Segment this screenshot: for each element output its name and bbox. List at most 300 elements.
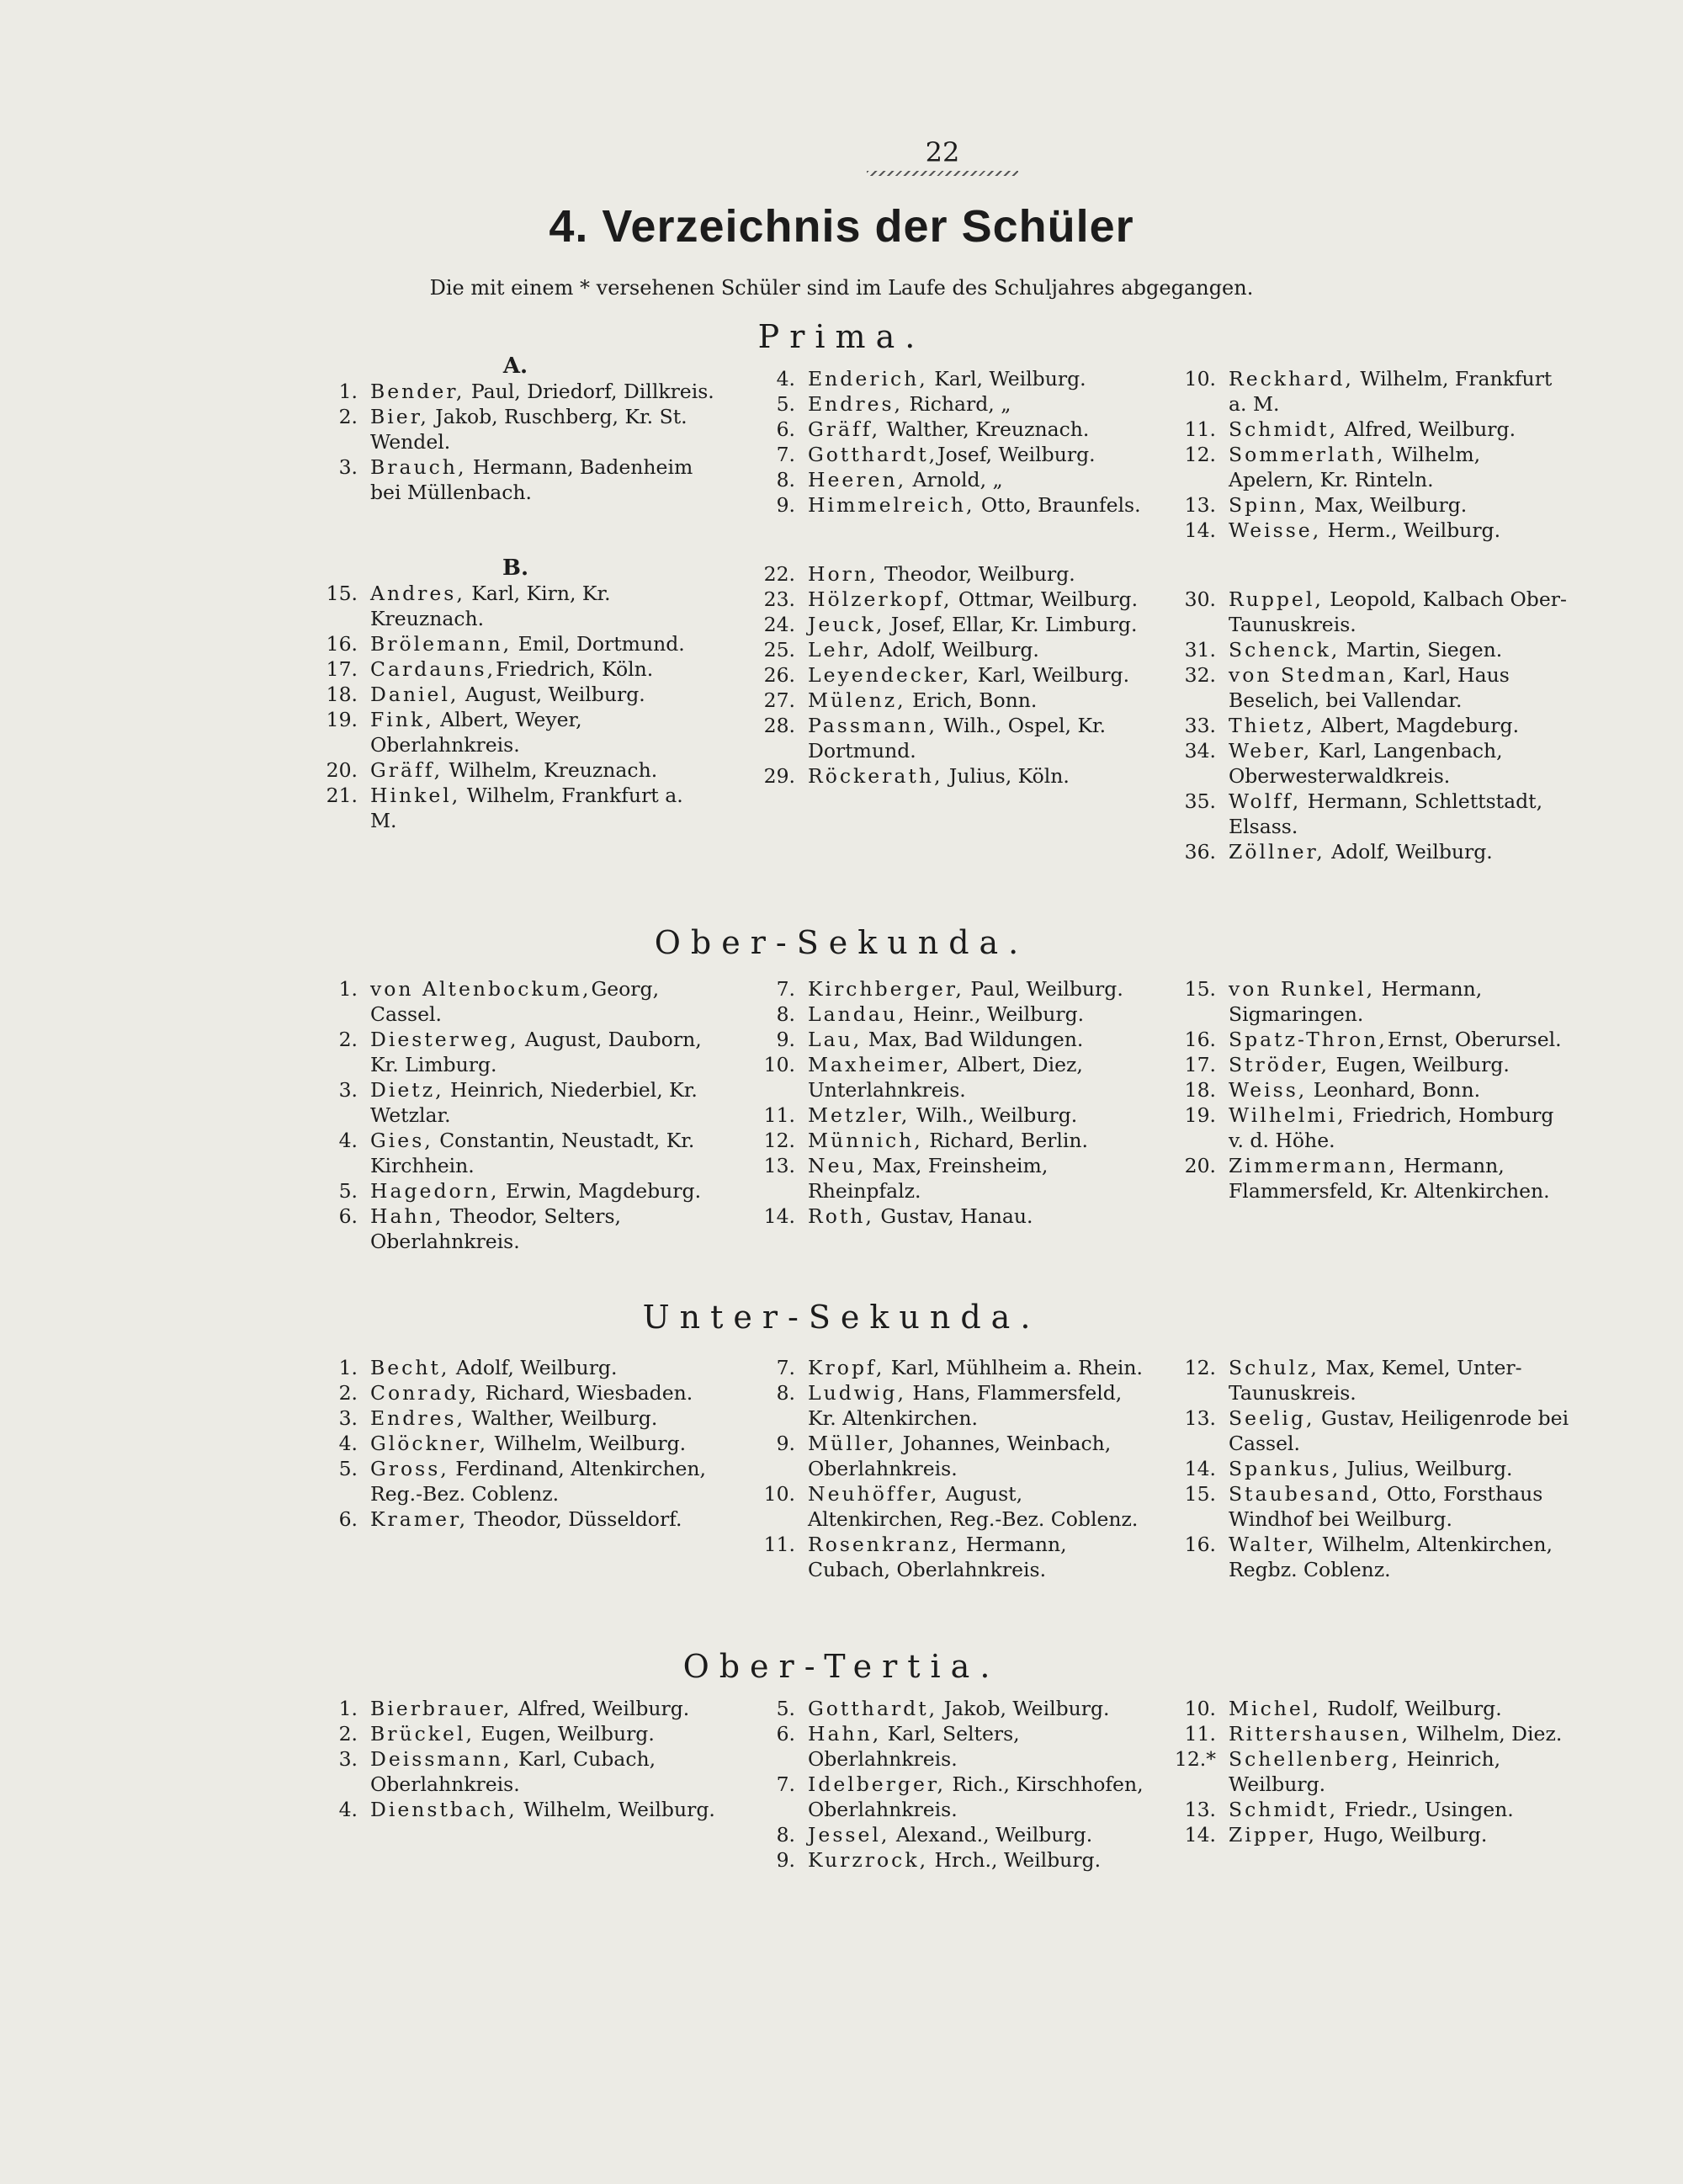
untersekunda-col-1 [316,1355,715,1532]
student-entry [753,467,1149,492]
page-title: 4. Verzeichnis der Schüler [549,201,1134,252]
student-details: Ferdinand, Altenkirchen, Reg.-Bez. Coblenz. [370,1457,706,1506]
entry-number: 2. [338,1722,358,1746]
student-surname: Rosenkranz, [808,1533,960,1556]
student-surname: Endres, [370,1406,466,1430]
student-details: Walther, Weilburg. [465,1406,658,1430]
student-surname: Himmelreich, [808,493,975,517]
student-entry [1174,1027,1569,1052]
student-surname: Sommerlath, [1229,443,1386,466]
student-entry [1174,1696,1569,1721]
subheading-b: B. [502,555,529,581]
section-heading-obertertia: Ober-Tertia. [682,1648,1001,1685]
student-surname: Heeren, [808,468,907,492]
student-details: Theodor, Weilburg. [878,562,1075,586]
student-entry [1174,1406,1569,1456]
student-entry [316,1797,715,1822]
student-details: Wilh., Weilburg. [910,1103,1078,1127]
entry-number: 4. [338,1798,358,1821]
student-entry [1174,1481,1569,1532]
entry-number: 30. [1184,587,1216,611]
student-surname: Neuhöffer, [808,1482,940,1506]
student-entry [753,1380,1149,1431]
student-surname: Schellenberg, [1229,1747,1401,1771]
entry-number: 6. [776,1722,795,1746]
student-entry [316,1178,715,1204]
student-entry [753,976,1149,1002]
student-details: August, Altenkirchen, Reg.-Bez. Coblenz. [808,1482,1139,1531]
entry-number: 26. [763,663,795,687]
student-surname: Schmidt, [1229,1798,1339,1821]
entry-number: 9. [776,1432,795,1455]
entry-number: 2. [338,1381,358,1405]
student-surname: Seelig, [1229,1406,1315,1430]
student-surname: Röckerath, [808,764,943,788]
student-surname: Spatz-Thron, [1229,1028,1388,1051]
student-entry [1174,637,1569,662]
untersekunda-col-3 [1174,1355,1569,1582]
section-heading-untersekunda: Unter-Sekunda. [642,1299,1041,1336]
student-details: Martin, Siegen. [1340,638,1503,662]
student-entry [1174,518,1569,543]
student-details: Karl, Selters, Oberlahnkreis. [808,1722,1020,1771]
entry-number: 17. [1184,1053,1216,1076]
student-surname: Mülenz, [808,688,906,712]
section-heading-prima: Prima. [757,318,926,355]
student-surname: Landau, [808,1002,907,1026]
student-entry [753,1481,1149,1532]
student-surname: Gräff, [808,417,881,441]
student-surname: Spinn, [1229,493,1309,517]
student-entry [753,1772,1149,1822]
entry-number: 1. [338,977,358,1001]
student-details: Paul, Driedorf, Dillkreis. [465,380,714,403]
student-entry [1174,442,1569,492]
student-surname: Gies, [370,1129,433,1152]
student-surname: Wolff, [1229,789,1302,813]
entry-number: 29. [763,764,795,788]
student-entry [316,783,715,833]
student-entry [1174,1822,1569,1847]
student-details: Hans, Flammersfeld, Kr. Altenkirchen. [808,1381,1123,1430]
student-entry [753,637,1149,662]
entry-number: 12. [763,1129,795,1152]
student-details: Wilhelm, Apelern, Kr. Rinteln. [1229,443,1481,492]
student-details: Friedr., Usingen. [1338,1798,1514,1821]
student-entry [1174,976,1569,1027]
student-surname: Glöckner, [370,1432,489,1455]
student-entry [1174,1153,1569,1204]
student-surname: Jeuck, [808,613,885,636]
section-heading-obersekunda: Ober-Sekunda. [654,924,1029,961]
student-surname: Michel, [1229,1697,1321,1720]
student-details: Hrch., Weilburg. [928,1848,1102,1872]
entry-number: 13. [763,1154,795,1177]
student-surname: Conrady, [370,1381,480,1405]
student-entry [1174,1721,1569,1746]
student-surname: Gotthardt, [808,443,938,466]
student-entry [316,581,715,631]
entry-number: 25. [763,638,795,662]
student-entry [316,1380,715,1406]
entry-number: 35. [1184,789,1216,813]
student-details: Gustav, Heiligenrode bei Cassel. [1229,1406,1569,1455]
student-details: Walther, Kreuznach. [880,417,1090,441]
student-details: Hermann, Flammersfeld, Kr. Altenkirchen. [1229,1154,1550,1203]
student-details: Hermann, Schlettstadt, Elsass. [1229,789,1543,838]
student-surname: Passmann, [808,714,937,737]
student-surname: Schenck, [1229,638,1341,662]
student-surname: von Altenbockum, [370,977,592,1001]
entry-number: 3. [338,455,358,479]
student-details: Max, Freinsheim, Rheinpfalz. [808,1154,1049,1203]
student-surname: Cardauns, [370,657,496,681]
student-details: Ottmar, Weilburg. [952,587,1139,611]
student-surname: Müller, [808,1432,897,1455]
student-entry [316,1406,715,1431]
student-details: Karl, Langenbach, Oberwesterwaldkreis. [1229,739,1503,788]
student-details: Wilhelm, Altenkirchen, Regbz. Coblenz. [1229,1533,1553,1581]
entry-number: 7. [776,977,795,1001]
student-surname: Kramer, [370,1507,469,1531]
student-surname: von Runkel, [1229,977,1376,1001]
student-entry [316,1506,715,1532]
student-details: Erwin, Magdeburg. [499,1179,702,1203]
student-entry [753,612,1149,637]
entry-number: 31. [1184,638,1216,662]
student-details: Heinr., Weilburg. [906,1002,1085,1026]
entry-number: 16. [1184,1028,1216,1051]
student-surname: Walter, [1229,1533,1317,1556]
entry-number: 9. [776,493,795,517]
student-details: Wilhelm, Frankfurt a. M. [1229,367,1553,416]
entry-number: 12.* [1174,1747,1216,1771]
entry-number: 14. [763,1204,795,1228]
student-entry [753,1532,1149,1582]
student-surname: Bierbrauer, [370,1697,512,1720]
student-details: Adolf, Weilburg. [449,1356,618,1379]
student-details: Alfred, Weilburg. [512,1697,690,1720]
student-details: Theodor, Selters, Oberlahnkreis. [370,1204,622,1253]
entry-number: 17. [326,657,358,681]
student-surname: Lehr, [808,638,872,662]
entry-number: 22. [763,562,795,586]
entry-number: 3. [338,1406,358,1430]
student-details: Karl, Weilburg. [927,367,1086,391]
student-details: Max, Kemel, Unter-Taunuskreis. [1229,1356,1522,1405]
student-details: Hermann, Badenheim bei Müllenbach. [370,455,693,504]
student-details: Karl, Cubach, Oberlahnkreis. [370,1747,656,1796]
entry-number: 8. [776,1381,795,1405]
student-entry [316,976,715,1027]
entry-number: 36. [1184,840,1216,864]
student-surname: Brauch, [370,455,467,479]
student-entry [753,1153,1149,1204]
entry-number: 11. [1184,417,1216,441]
student-details: Leopold, Kalbach Ober-Taunuskreis. [1229,587,1567,636]
student-entry [316,1077,715,1128]
entry-number: 3. [338,1078,358,1102]
obersekunda-col-1 [316,976,715,1254]
student-details: Josef, Ellar, Kr. Limburg. [884,613,1138,636]
student-surname: Hagedorn, [370,1179,500,1203]
student-entry [1174,1103,1569,1153]
student-entry [753,1847,1149,1873]
student-surname: Staubesand, [1229,1482,1381,1506]
student-surname: Spankus, [1229,1457,1341,1480]
entry-number: 5. [338,1179,358,1203]
student-surname: Fink, [370,708,434,731]
student-entry [1174,1456,1569,1481]
student-entry [316,1696,715,1721]
student-details: Heinrich, Niederbiel, Kr. Wetzlar. [370,1078,698,1127]
student-surname: Zöllner, [1229,840,1325,864]
obertertia-col-2 [753,1696,1149,1873]
subheading-a: A. [502,353,528,379]
student-surname: Ludwig, [808,1381,906,1405]
student-surname: Gräff, [370,758,443,782]
entry-number: 14. [1184,1823,1216,1847]
entry-number: 33. [1184,714,1216,737]
entry-number: 4. [338,1432,358,1455]
entry-number: 5. [338,1457,358,1480]
entry-number: 18. [326,683,358,706]
entry-number: 13. [1184,493,1216,517]
student-surname: Reckhard, [1229,367,1354,391]
student-details: Richard, Wiesbaden. [479,1381,693,1405]
student-details: Constantin, Neustadt, Kr. Kirchhein. [370,1129,695,1177]
student-details: August, Dauborn, Kr. Limburg. [370,1028,702,1076]
entry-number: 8. [776,1823,795,1847]
student-details: Friedrich, Homburg v. d. Höhe. [1229,1103,1554,1152]
student-surname: Neu, [808,1154,867,1177]
student-entry [316,1204,715,1254]
student-surname: Kropf, [808,1356,885,1379]
student-details: Eugen, Weilburg. [1330,1053,1510,1076]
student-details: Hermann, Cubach, Oberlahnkreis. [808,1533,1067,1581]
student-surname: Hahn, [808,1722,882,1746]
student-surname: Gotthardt, [808,1697,938,1720]
student-surname: Diesterweg, [370,1028,519,1051]
student-details: Karl, Haus Beselich, bei Vallendar. [1229,663,1510,712]
student-surname: Rittershausen, [1229,1722,1411,1746]
entry-number: 4. [338,1129,358,1152]
entry-number: 4. [776,367,795,391]
student-surname: Hahn, [370,1204,444,1228]
student-entry [1174,1532,1569,1582]
entry-number: 7. [776,1772,795,1796]
entry-number: 15. [326,582,358,605]
student-details: Friedrich, Köln. [496,657,654,681]
entry-number: 10. [1184,1697,1216,1720]
student-entry [1174,1355,1569,1406]
student-surname: Deissmann, [370,1747,512,1771]
student-surname: Maxheimer, [808,1053,952,1076]
student-surname: Thietz, [1229,714,1315,737]
entry-number: 6. [776,417,795,441]
student-surname: von Stedman, [1229,663,1397,687]
student-entry [316,682,715,707]
student-entry [316,1746,715,1797]
student-details: Albert, Diez, Unterlahnkreis. [808,1053,1083,1102]
student-entry [1174,492,1569,518]
entry-number: 10. [763,1053,795,1076]
student-surname: Dietz, [370,1078,444,1102]
student-details: Hugo, Weilburg. [1316,1823,1488,1847]
entry-number: 1. [338,1697,358,1720]
entry-number: 19. [1184,1103,1216,1127]
student-details: Albert, Weyer, Oberlahnkreis. [370,708,582,757]
prima-col-2 [753,353,1149,789]
student-entry [753,1721,1149,1772]
student-surname: Endres, [808,392,904,416]
student-entry [316,707,715,757]
student-entry [753,417,1149,442]
student-entry [753,1103,1149,1128]
student-surname: Bender, [370,380,465,403]
student-surname: Schmidt, [1229,417,1339,441]
entry-number: 18. [1184,1078,1216,1102]
entry-number: 13. [1184,1798,1216,1821]
student-details: Jakob, Weilburg. [937,1697,1110,1720]
student-entry [753,1002,1149,1027]
student-surname: Weisse, [1229,518,1322,542]
student-surname: Brölemann, [370,632,512,656]
entry-number: 1. [338,380,358,403]
student-surname: Weber, [1229,739,1313,763]
student-surname: Andres, [370,582,465,605]
student-surname: Becht, [370,1356,450,1379]
entry-number: 24. [763,613,795,636]
student-entry [316,631,715,656]
student-details: Alexand., Weilburg. [889,1823,1093,1847]
entry-number: 10. [1184,367,1216,391]
student-details: Erich, Bonn. [905,688,1038,712]
entry-number: 34. [1184,739,1216,763]
student-entry [753,366,1149,391]
student-entry [1174,587,1569,637]
entry-number: 16. [326,632,358,656]
obertertia-col-1 [316,1696,715,1822]
student-details: Wilhelm, Diez. [1410,1722,1563,1746]
entry-number: 14. [1184,1457,1216,1480]
entry-number: 2. [338,405,358,428]
student-details: Heinrich, Weilburg. [1229,1747,1501,1796]
student-details: Richard, „ [903,392,1011,416]
student-surname: Jessel, [808,1823,890,1847]
student-entry [1174,713,1569,738]
untersekunda-col-2 [753,1355,1149,1582]
student-entry [316,1355,715,1380]
entry-number: 7. [776,1356,795,1379]
student-details: Josef, Weilburg. [937,443,1096,466]
student-details: Rich., Kirschhofen, Oberlahnkreis. [808,1772,1144,1821]
student-entry [1174,1052,1569,1077]
student-surname: Horn, [808,562,879,586]
student-entry [316,656,715,682]
student-details: Richard, Berlin. [922,1129,1089,1152]
student-details: Adolf, Weilburg. [871,638,1039,662]
student-entry [753,1355,1149,1380]
student-details: August, Weilburg. [459,683,645,706]
student-details: Max, Weilburg. [1308,493,1468,517]
student-details: Albert, Magdeburg. [1314,714,1520,737]
entry-number: 9. [776,1848,795,1872]
student-entry [1174,1797,1569,1822]
student-entry [316,757,715,783]
entry-number: 6. [338,1204,358,1228]
student-surname: Ruppel, [1229,587,1324,611]
obertertia-col-3 [1174,1696,1569,1847]
entry-number: 23. [763,587,795,611]
student-entry [753,1052,1149,1103]
student-surname: Dienstbach, [370,1798,518,1821]
student-details: Wilhelm, Kreuznach. [443,758,658,782]
entry-number: 8. [776,1002,795,1026]
student-details: Hermann, Sigmaringen. [1229,977,1483,1026]
entry-number: 8. [776,468,795,492]
student-entry [753,662,1149,688]
student-entry [753,442,1149,467]
entry-number: 11. [1184,1722,1216,1746]
entry-number: 1. [338,1356,358,1379]
student-details: Wilhelm, Frankfurt a. M. [370,784,683,832]
entry-number: 6. [338,1507,358,1531]
entry-number: 12. [1184,1356,1216,1379]
student-surname: Ströder, [1229,1053,1330,1076]
student-entry [753,1027,1149,1052]
student-details: Rudolf, Weilburg. [1320,1697,1502,1720]
student-surname: Münnich, [808,1129,923,1152]
student-surname: Brückel, [370,1722,475,1746]
student-details: Ernst, Oberursel. [1387,1028,1562,1051]
student-entry [753,492,1149,518]
student-details: Karl, Kirn, Kr. Kreuznach. [370,582,611,630]
student-details: Wilhelm, Weilburg. [488,1432,687,1455]
student-surname: Hölzerkopf, [808,587,953,611]
student-details: Wilh., Ospel, Kr. Dortmund. [808,714,1107,763]
student-entry [753,587,1149,612]
student-surname: Zimmermann, [1229,1154,1398,1177]
entry-number: 3. [338,1747,358,1771]
student-details: Karl, Weilburg. [971,663,1130,687]
student-entry [316,404,715,454]
student-entry [316,1721,715,1746]
student-entry [753,1696,1149,1721]
entry-number: 7. [776,443,795,466]
prima-col-1 [316,353,715,833]
student-details: Paul, Weilburg. [964,977,1123,1001]
entry-number: 5. [776,392,795,416]
student-surname: Leyendecker, [808,663,972,687]
student-entry [1174,839,1569,864]
entry-number: 9. [776,1028,795,1051]
student-details: Wilhelm, Weilburg. [517,1798,715,1821]
student-details: Johannes, Weinbach, Oberlahnkreis. [808,1432,1112,1480]
obersekunda-col-3 [1174,976,1569,1204]
obersekunda-col-2 [753,976,1149,1229]
page-number-underline [867,171,1018,176]
student-entry [753,763,1149,789]
student-entry [316,1128,715,1178]
entry-number: 5. [776,1697,795,1720]
student-entry [316,454,715,505]
student-details: Max, Bad Wildungen. [862,1028,1084,1051]
page-number: 22 [925,136,960,168]
student-details: Emil, Dortmund. [512,632,685,656]
student-surname: Wilhelmi, [1229,1103,1346,1127]
entry-number: 20. [1184,1154,1216,1177]
